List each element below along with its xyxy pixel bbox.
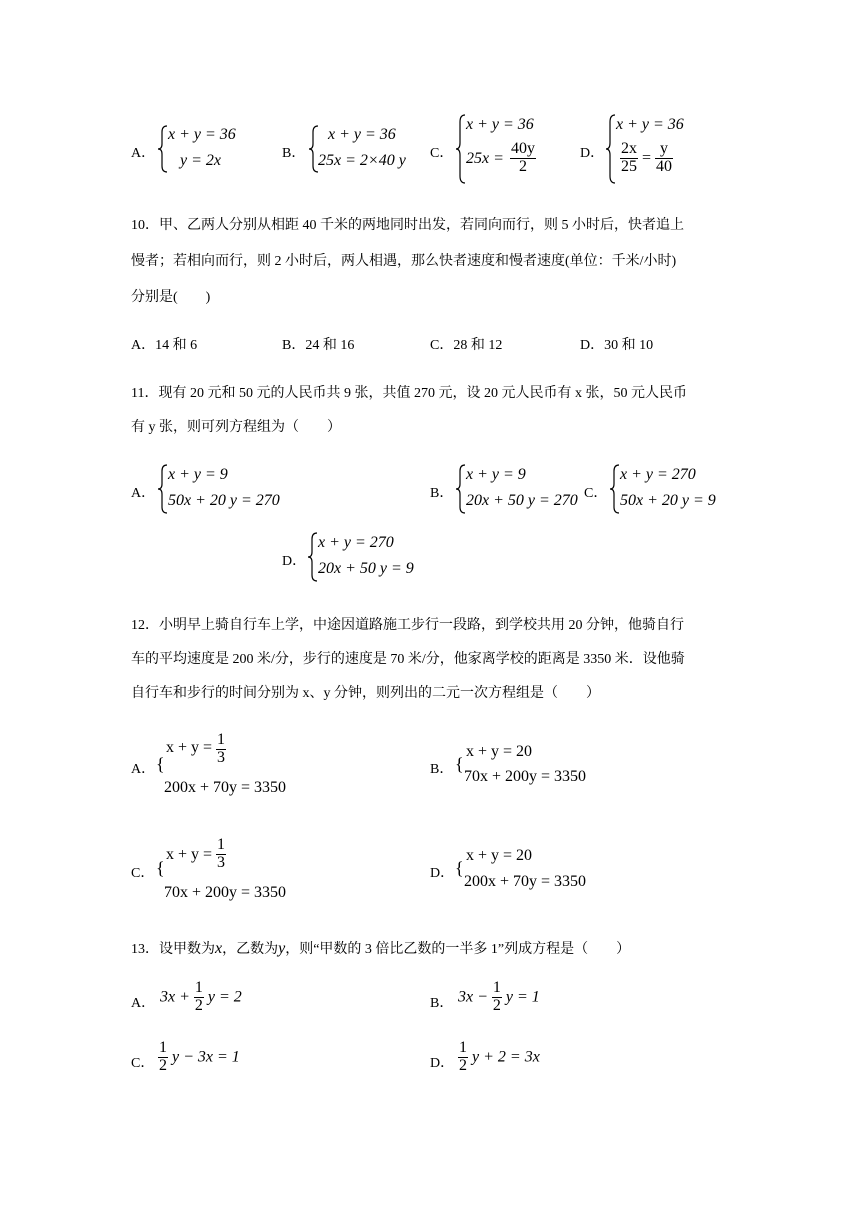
q12-option-d-label[interactable]: D． [430,866,455,881]
q11-text-line1: 11．现有 20 元和 50 元的人民币共 9 张，共值 270 元，设 20 元人民币有 x 张，50 元人民币 [131,386,687,401]
q11-option-b-label[interactable]: B． [430,486,454,501]
fraction-numerator: 1 [194,979,203,996]
q9-a-eq1: x + y = 36 [168,126,236,143]
q13-a-expr [160,980,242,1015]
q13-c-expr [158,1040,240,1075]
q12-d-eq2: 200x + 70y = 3350 [464,873,587,890]
q9-option-b-label[interactable]: B． [282,146,306,161]
q9-b-eq1: x + y = 36 [328,126,396,143]
fraction-numerator: 1 [459,1039,467,1056]
q9-option-d-label[interactable]: D． [580,146,605,161]
fraction-denominator: 2 [459,1056,467,1074]
brace-icon: { [156,858,165,878]
q13-b-pre: 3x − [458,988,488,1006]
q10-text-line3: 分别是( ) [131,290,211,305]
q11-a-eq2: 50x + 20 y = 270 [168,492,280,509]
q9-c-eq2-left: 25x = [466,150,504,167]
q10-option-c[interactable]: C．28 和 12 [430,338,503,353]
q13-option-a-label[interactable]: A． [131,996,156,1011]
q12-a-eq2: 200x + 70y = 3350 [164,779,287,796]
fraction-denominator: 2 [159,1056,167,1074]
fraction-denominator: 2 [519,157,527,175]
fraction-denominator: 2 [492,996,501,1014]
q9-a-eq2: y = 2x [180,152,221,169]
fraction-denominator: 25 [621,157,637,175]
q12-b-eq1: x + y = 20 [466,743,533,760]
q9-b-eq2: 25x = 2×40 y [318,152,406,169]
q12-option-a-label[interactable]: A． [131,762,156,777]
q10-text-line1: 10．甲、乙两人分别从相距 40 千米的两地同时出发，若同向而行，则 5 小时后，快者追上 [131,218,684,233]
q13-var-x: x [215,940,223,957]
q11-c-eq2: 50x + 20 y = 9 [620,492,716,509]
q13-b-post: y = 1 [505,988,540,1006]
q13-text-c: ，则“甲数的 3 倍比乙数的一半多 1”列成方程是（ ） [285,942,631,957]
q12-option-b-label[interactable]: B． [430,762,454,777]
brace-icon: { [455,858,464,878]
q12-d-eq1: x + y = 20 [466,847,533,864]
q12-text-line1: 12．小明早上骑自行车上学，中途因道路施工步行一段路，到学校共用 20 分钟，他骑自行 [131,618,684,633]
q11-option-a-label[interactable]: A． [131,486,156,501]
q11-b-eq2: 20x + 50 y = 270 [466,492,578,509]
brace-icon: { [156,754,165,774]
q12-a-fraction [216,732,226,767]
q13-option-b-label[interactable]: B． [430,996,454,1011]
fraction-numerator: 2x [621,140,637,157]
q9-c-fraction [510,141,536,176]
q9-option-c-label[interactable]: C． [430,146,454,161]
q13-option-d-label[interactable]: D． [430,1056,455,1071]
q13-c-post: y − 3x = 1 [172,1048,240,1066]
q12-c-eq1-left: x + y = [166,846,213,863]
q11-text-line2: 有 y 张，则可列方程组为（ ） [131,420,341,435]
q12-c-eq2: 70x + 200y = 3350 [164,884,287,901]
q13-a-pre: 3x + [160,988,190,1006]
q13-option-c-label[interactable]: C． [131,1056,155,1071]
q13-b-expr [458,980,540,1015]
q11-option-c-label[interactable]: C． [584,486,608,501]
q10-option-a[interactable]: A．14 和 6 [131,338,198,353]
fraction-denominator: 3 [217,748,225,766]
q12-b-eq2: 70x + 200y = 3350 [464,768,587,785]
q10-option-b[interactable]: B．24 和 16 [282,338,355,353]
fraction-numerator: 40y [511,140,535,157]
q13-var-y: y [278,940,286,957]
q12-a-eq1-left: x + y = [166,739,213,756]
q10-option-d[interactable]: D．30 和 10 [580,338,654,353]
fraction-numerator: 1 [159,1039,167,1056]
q9-d-eq2 [620,141,673,176]
fraction-denominator: 40 [656,157,673,175]
q11-a-eq1: x + y = 9 [168,466,228,483]
q12-text-line3: 自行车和步行的时间分别为 x、y 分钟，则列出的二元一次方程组是（ ） [131,686,600,701]
q13-a-post: y = 2 [207,988,242,1006]
q11-c-eq1: x + y = 270 [620,466,696,483]
fraction-denominator: 2 [194,996,203,1014]
fraction-denominator: 3 [217,853,225,871]
q12-option-c-label[interactable]: C． [131,866,155,881]
fraction-numerator: y [655,141,673,159]
q11-d-eq1: x + y = 270 [318,534,394,551]
q13-text-b: ，乙数为 [222,942,279,957]
fraction-numerator: 1 [217,836,225,853]
q9-d-eq1: x + y = 36 [616,116,684,133]
q10-text-line2: 慢者；若相向而行，则 2 小时后，两人相遇，那么快者速度和慢者速度(单位：千米/小时) [131,254,677,269]
q9-option-a-label[interactable]: A． [131,146,156,161]
fraction-numerator: 1 [217,731,225,748]
brace-icon: { [455,754,464,774]
fraction-numerator: 1 [492,979,501,996]
q13-text-line1 [131,938,630,958]
q13-d-post: y + 2 = 3x [472,1048,540,1066]
q13-text-a: 13．设甲数为 [131,942,215,957]
q9-c-eq1: x + y = 36 [466,116,534,133]
q12-c-fraction [216,837,226,872]
q12-text-line2: 车的平均速度是 200 米/分，步行的速度是 70 米/分，他家离学校的距离是 3350 米．设他骑 [131,652,685,667]
q11-b-eq1: x + y = 9 [466,466,526,483]
equals-sign: = [642,149,652,167]
q11-option-d-label[interactable]: D． [282,554,307,569]
q13-d-expr [458,1040,540,1075]
q11-d-eq2: 20x + 50 y = 9 [318,560,414,577]
